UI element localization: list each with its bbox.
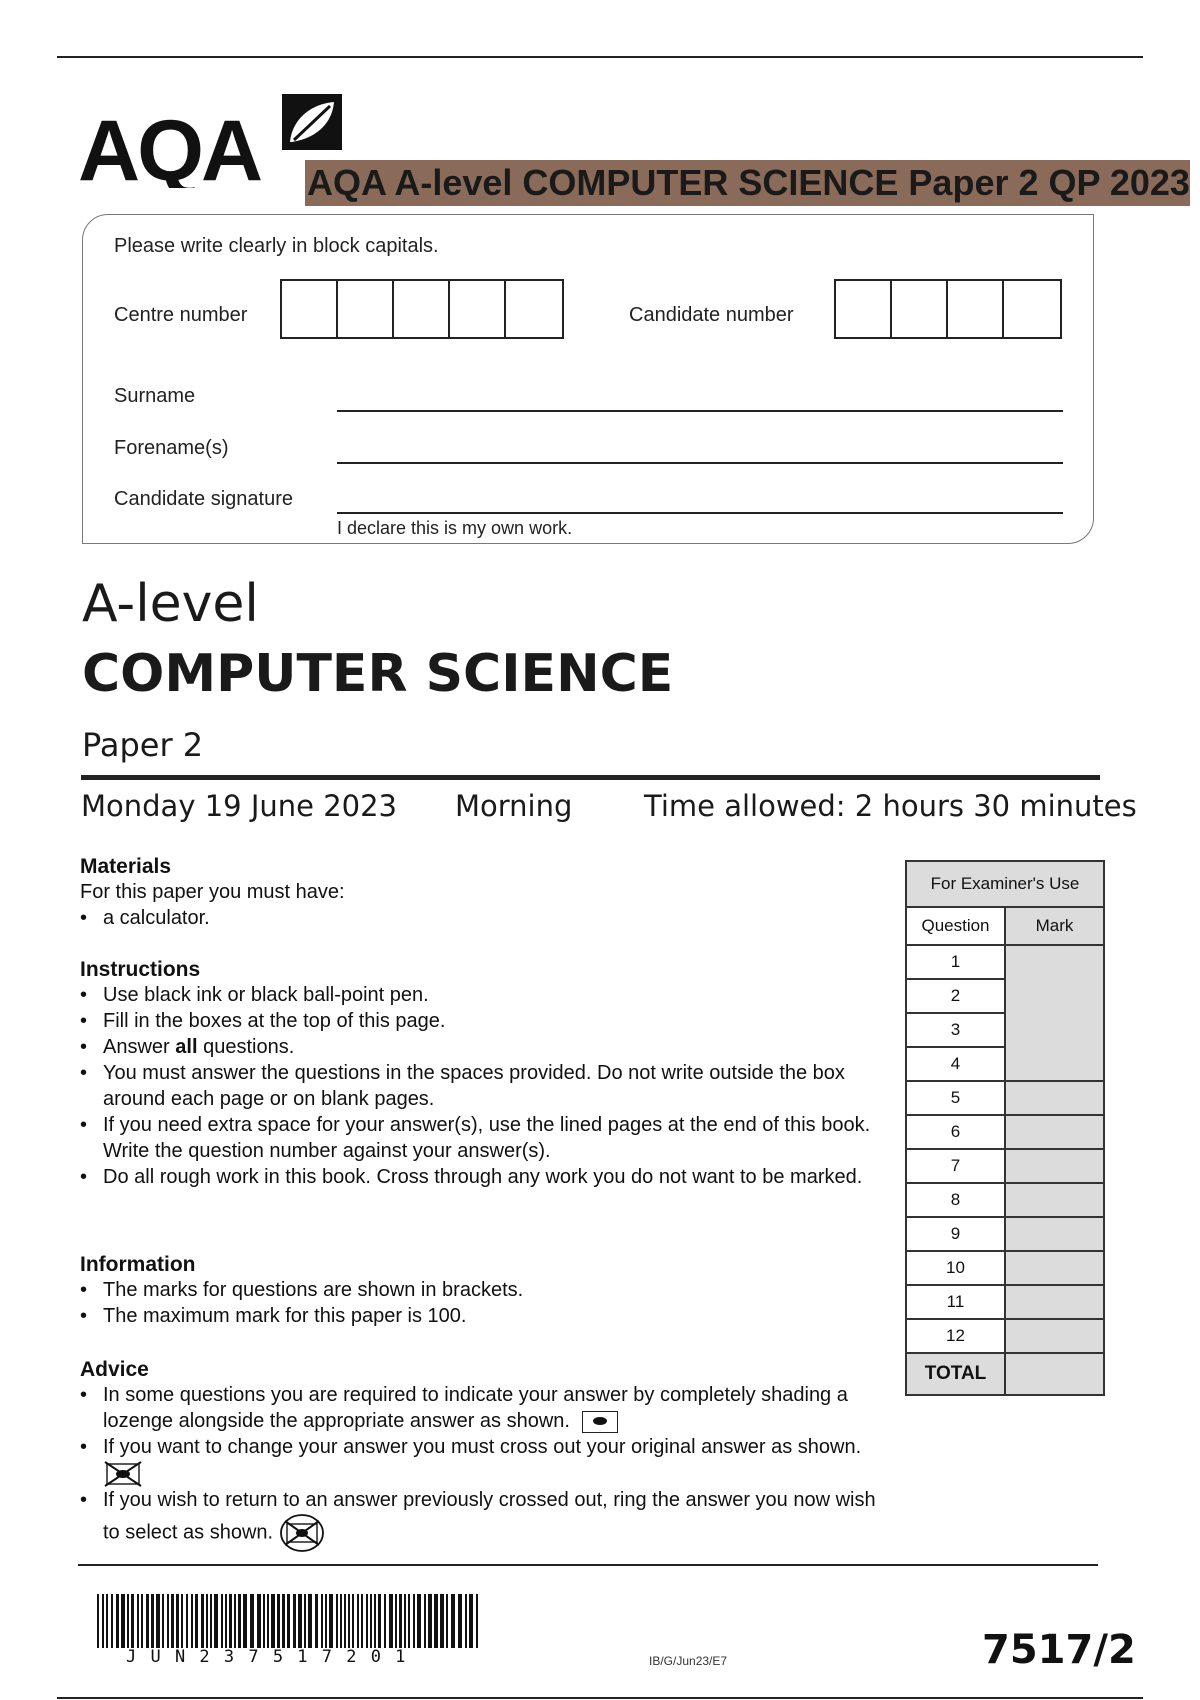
barcode-bar: [384, 1594, 386, 1648]
barcode-bar: [243, 1594, 247, 1648]
top-rule: [57, 56, 1143, 58]
shaded-lozenge-icon: [582, 1411, 618, 1433]
question-number: 3: [906, 1013, 1005, 1047]
advice-text: If you want to change your answer you must cross out your original answer as shown.: [103, 1436, 862, 1458]
advice-item: [80, 1434, 880, 1487]
question-number: 9: [906, 1217, 1005, 1251]
signature-field[interactable]: [337, 512, 1063, 514]
barcode-bar: [298, 1594, 302, 1648]
instruction-text: Answer: [103, 1036, 170, 1058]
advice-heading: Advice: [80, 1358, 149, 1381]
barcode-bar: [446, 1594, 448, 1648]
barcode-bar: [116, 1594, 119, 1648]
centre-number-box[interactable]: [450, 281, 506, 337]
barcode-bar: [366, 1594, 368, 1648]
qualification-level: A-level: [82, 574, 259, 634]
forename-label: Forename(s): [114, 437, 229, 459]
paper-number: Paper 2: [82, 726, 204, 764]
barcode-bar: [111, 1594, 113, 1648]
barcode-bar: [424, 1594, 426, 1648]
barcode-bar: [308, 1594, 312, 1648]
barcode-bar: [151, 1594, 154, 1648]
subject-title: COMPUTER SCIENCE: [82, 644, 674, 704]
mark-cell[interactable]: [1005, 1217, 1104, 1251]
barcode-bar: [238, 1594, 241, 1648]
barcode-bar: [206, 1594, 208, 1648]
materials-section: [80, 855, 880, 931]
mark-cell[interactable]: [1005, 1285, 1104, 1319]
barcode-bar: [344, 1594, 346, 1648]
barcode-bar: [451, 1594, 455, 1648]
barcode-bar: [141, 1594, 143, 1648]
barcode-bar: [352, 1594, 354, 1648]
question-number: 11: [906, 1285, 1005, 1319]
paper-code: 7517/2: [982, 1627, 1136, 1673]
exam-session: Morning: [455, 789, 573, 823]
barcode-bar: [378, 1594, 381, 1648]
barcode-bar: [321, 1594, 323, 1648]
instruction-item: • Use black ink or black ball-point pen.: [80, 982, 880, 1008]
barcode-bar: [476, 1594, 478, 1648]
barcode-bar: [127, 1594, 129, 1648]
advice-section: [80, 1358, 880, 1553]
examiners-use-table: [905, 860, 1105, 1396]
instruction-emphasis: all: [175, 1036, 198, 1058]
question-number: 12: [906, 1319, 1005, 1353]
exam-date: Monday 19 June 2023: [81, 789, 397, 823]
barcode-bar: [370, 1594, 372, 1648]
centre-number-box[interactable]: [506, 281, 562, 337]
candidate-number-label: Candidate number: [629, 304, 794, 326]
barcode-bar: [131, 1594, 134, 1648]
question-number: 7: [906, 1149, 1005, 1183]
total-mark-cell[interactable]: [1005, 1353, 1104, 1395]
barcode-bar: [399, 1594, 402, 1648]
information-item: • The marks for questions are shown in brackets.: [80, 1277, 880, 1303]
mark-cell[interactable]: [1005, 1115, 1104, 1149]
centre-number-box[interactable]: [282, 281, 338, 337]
barcode-bar: [214, 1594, 218, 1648]
question-number: 10: [906, 1251, 1005, 1285]
barcode-bar: [348, 1594, 350, 1648]
instruction-item: • If you need extra space for your answer(s), use the lined pages at the end of this book. Write the question number against your answer(s).: [80, 1112, 880, 1164]
barcode-bar: [340, 1594, 342, 1648]
advice-text: In some questions you are required to indicate your answer by completely shading a lozenge alongside the appropriate answer as shown.: [103, 1384, 848, 1432]
question-number: 6: [906, 1115, 1005, 1149]
barcode-bar: [277, 1594, 280, 1648]
barcode-bar: [167, 1594, 169, 1648]
barcode-bar: [156, 1594, 160, 1648]
barcode-bar: [417, 1594, 421, 1648]
barcode-bar: [137, 1594, 139, 1648]
barcode-bar: [315, 1594, 318, 1648]
barcode-bar: [361, 1594, 363, 1648]
instruction-item: • You must answer the questions in the spaces provided. Do not write outside the box around each page or on blank pages.: [80, 1060, 880, 1112]
surname-field[interactable]: [337, 410, 1063, 412]
mark-cell[interactable]: [1005, 1149, 1104, 1183]
barcode-bar: [434, 1594, 438, 1648]
information-section: [80, 1253, 880, 1329]
instruction-item: • Do all rough work in this book. Cross through any work you do not want to be marked.: [80, 1164, 880, 1190]
barcode-bar: [428, 1594, 432, 1648]
barcode-bar: [234, 1594, 236, 1648]
information-item: • The maximum mark for this paper is 100.: [80, 1303, 880, 1329]
barcode-bar: [304, 1594, 306, 1648]
instructions-heading: Instructions: [80, 958, 201, 981]
barcode-bar: [282, 1594, 285, 1648]
barcode-bar: [225, 1594, 227, 1648]
centre-number-label: Centre number: [114, 304, 248, 326]
barcode-bar: [287, 1594, 290, 1648]
barcode-text: J U N 2 3 7 5 1 7 2 0 1: [126, 1647, 408, 1667]
barcode-bar: [186, 1594, 188, 1648]
centre-number-box[interactable]: [338, 281, 394, 337]
mark-cell[interactable]: [1005, 1183, 1104, 1217]
signature-label: Candidate signature: [114, 488, 294, 510]
barcode-graphic: [97, 1594, 482, 1648]
question-number: 1: [906, 945, 1005, 979]
candidate-number-boxes[interactable]: [834, 279, 1062, 339]
barcode-bar: [121, 1594, 125, 1648]
barcode-bar: [146, 1594, 149, 1648]
total-label: TOTAL: [906, 1353, 1005, 1395]
mark-cell[interactable]: [1005, 1319, 1104, 1353]
surname-label: Surname: [114, 385, 196, 407]
barcode-bar: [336, 1594, 338, 1648]
ringed-lozenge-icon: [279, 1513, 325, 1553]
aqa-leaf-icon: [282, 94, 342, 150]
barcode-bar: [374, 1594, 376, 1648]
materials-heading: Materials: [80, 855, 172, 878]
barcode-bar: [210, 1594, 212, 1648]
candidate-number-box[interactable]: [892, 281, 948, 337]
candidate-number-box[interactable]: [1004, 281, 1060, 337]
materials-intro: For this paper you must have:: [80, 881, 345, 903]
barcode-bar: [97, 1594, 99, 1648]
advice-text: If you wish to return to an answer previously crossed out, ring the answer you now wish to select as shown.: [103, 1488, 876, 1543]
barcode-bar: [325, 1594, 327, 1648]
barcode-bar: [171, 1594, 174, 1648]
information-heading: Information: [80, 1253, 196, 1276]
materials-item: • a calculator.: [80, 905, 880, 931]
title-rule: [81, 775, 1100, 780]
barcode-bar: [257, 1594, 261, 1648]
barcode-bar: [191, 1594, 193, 1648]
question-number: 8: [906, 1183, 1005, 1217]
barcode-bar: [408, 1594, 410, 1648]
barcode-bar: [221, 1594, 223, 1648]
instruction-text: questions.: [203, 1036, 295, 1058]
question-number: 2: [906, 979, 1005, 1013]
form-instruction: Please write clearly in block capitals.: [114, 235, 439, 257]
barcode: [97, 1594, 482, 1648]
candidate-number-box[interactable]: [836, 281, 892, 337]
paper-reference: IB/G/Jun23/E7: [649, 1654, 728, 1668]
barcode-bar: [181, 1594, 183, 1648]
footer-rule: [57, 1697, 1143, 1699]
crossed-lozenge-icon: [103, 1461, 143, 1487]
forename-field[interactable]: [337, 462, 1063, 464]
barcode-bar: [458, 1594, 462, 1648]
barcode-bar: [267, 1594, 269, 1648]
barcode-bar: [329, 1594, 333, 1648]
barcode-bar: [413, 1594, 415, 1648]
mark-cell[interactable]: [1005, 945, 1104, 1081]
barcode-bar: [357, 1594, 359, 1648]
question-number: 4: [906, 1047, 1005, 1081]
barcode-bar: [271, 1594, 275, 1648]
centre-number-boxes[interactable]: [280, 279, 564, 339]
question-number: 5: [906, 1081, 1005, 1115]
declaration-text: I declare this is my own work.: [337, 518, 573, 538]
document-title-banner: AQA A-level COMPUTER SCIENCE Paper 2 QP 2023: [305, 160, 1190, 206]
barcode-bar: [162, 1594, 164, 1648]
barcode-bar: [389, 1594, 393, 1648]
barcode-bar: [404, 1594, 406, 1648]
barcode-bar: [465, 1594, 467, 1648]
barcode-bar: [176, 1594, 179, 1648]
advice-item: [80, 1382, 880, 1434]
barcode-bar: [195, 1594, 198, 1648]
question-column-header: Question: [906, 907, 1005, 945]
instruction-item: • Fill in the boxes at the top of this page.: [80, 1008, 880, 1034]
centre-number-box[interactable]: [394, 281, 450, 337]
examiners-use-title: For Examiner's Use: [906, 861, 1104, 907]
barcode-bar: [106, 1594, 108, 1648]
barcode-bar: [293, 1594, 296, 1648]
barcode-bar: [469, 1594, 473, 1648]
barcode-bar: [250, 1594, 254, 1648]
barcode-bar: [229, 1594, 232, 1648]
barcode-bar: [440, 1594, 444, 1648]
barcode-bar: [102, 1594, 104, 1648]
mark-cell[interactable]: [1005, 1251, 1104, 1285]
instructions-section: [80, 958, 880, 1190]
mark-cell[interactable]: [1005, 1081, 1104, 1115]
mark-column-header: Mark: [1005, 907, 1104, 945]
candidate-number-box[interactable]: [948, 281, 1004, 337]
barcode-bar: [263, 1594, 265, 1648]
time-allowed: Time allowed: 2 hours 30 minutes: [644, 789, 1137, 823]
barcode-bar: [395, 1594, 397, 1648]
barcode-bar: [201, 1594, 204, 1648]
advice-item: [80, 1487, 880, 1553]
aqa-logo-text: AQA: [78, 103, 261, 188]
bottom-rule: [78, 1564, 1098, 1566]
instruction-item: [80, 1034, 880, 1060]
